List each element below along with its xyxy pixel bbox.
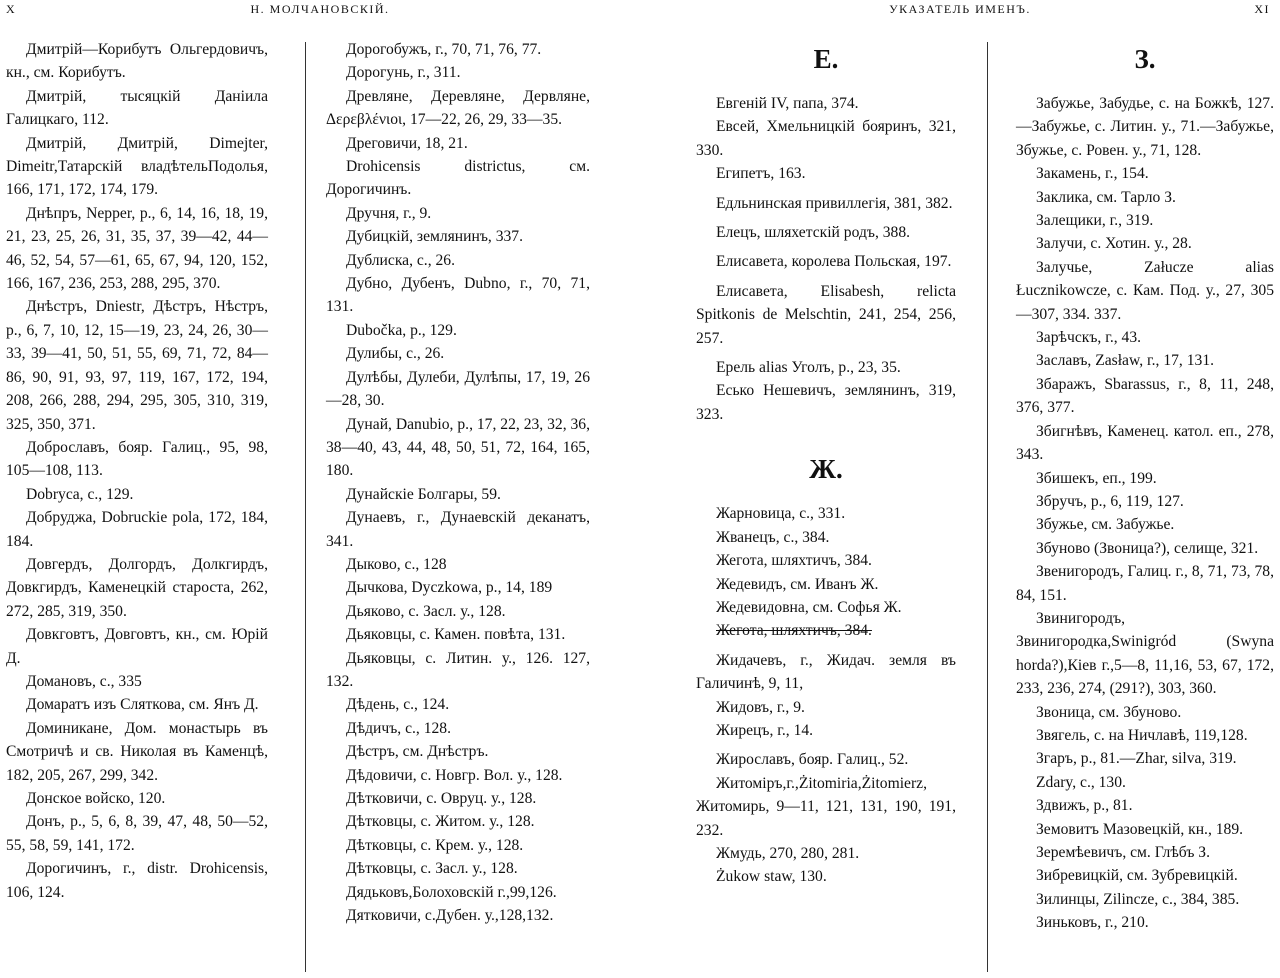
index-entry: Домаратъ изъ Сляткова, см. Янъ Д.: [26, 696, 259, 714]
index-entry: Дѣдень, с., 124.: [346, 696, 450, 714]
index-entry: Дѣстръ, см. Днѣстръ.: [346, 743, 489, 761]
index-entry: Земовитъ Мазовецкій, кн., 189.: [1036, 820, 1244, 838]
index-entry: Дунай, Danubio, р., 17, 22, 23, 32, 36, 38—40, 43, 44, 48, 50, 51, 72, 164, 165, 180.: [326, 415, 590, 480]
index-entry: Дмитрій, Дмитрій, Dimejter, Dimeitr,Татарскій владѣтельПодолья, 166, 171, 172, 174, 179.: [6, 134, 268, 199]
index-entry: Дядьковъ,Болоховскій г.,99,126.: [346, 883, 557, 901]
index-entry: Евсей, Хмельницкій бояринъ, 321, 330.: [696, 118, 956, 159]
index-entry: Дубицкій, землянинъ, 337.: [346, 228, 523, 246]
index-entry: Dobryca, с., 129.: [26, 485, 134, 503]
index-entry: Евгеній IV, папа, 374.: [716, 95, 859, 112]
index-entry: Збишекъ, еп., 199.: [1036, 469, 1157, 487]
index-entry: Дреговичи, 18, 21.: [346, 134, 468, 152]
index-entry: Збуново (Звоница?), селище, 321.: [1036, 539, 1259, 557]
index-entry: Збигнѣвъ, Каменец. катол. еп., 278, 343.: [1016, 422, 1274, 464]
index-entry: Дунайскіе Болгары, 59.: [346, 485, 501, 503]
index-entry: Днѣпръ, Nepper, р., 6, 14, 16, 18, 19, 21, 23, 25, 26, 31, 35, 37, 39—42, 44—46, 52, 54, 57—61, 65, 67, 94, 120, 152, 166, 167, 236, 253, 288, 295, 370.: [6, 204, 268, 293]
index-entry: Доминикане, Дом. монастырь въ Смотричѣ и св. Николая въ Каменцѣ, 182, 205, 267, 299, 342.: [6, 719, 268, 784]
index-column-4: [1016, 38, 1274, 935]
index-entry: Довгердъ, Долгордъ, Долкгирдъ, Довкгирдъ, Каменецкій староста, 262, 272, 285, 319, 350.: [6, 555, 268, 620]
index-entry: Дунаевъ, г., Дунаевскій деканатъ, 341.: [326, 509, 590, 550]
index-entry: Дѣтковичи, с. Овруц. у., 128.: [346, 790, 537, 807]
index-column-2: [326, 38, 590, 927]
index-entry: Елисавета, Elisabesh, relicta Spitkonis de Melschtin, 241, 254, 256, 257.: [696, 282, 956, 347]
index-entry: Залучье, Załucze alias Łucznikowcze, с. Кам. Под. у., 27, 305—307, 334. 337.: [1016, 258, 1274, 323]
index-entry-struck: Жегота, шляхтичъ, 384.: [716, 622, 872, 640]
index-entry: Жирославъ, бояр. Галиц., 52.: [716, 751, 909, 769]
index-entry: Дублиска, с., 26.: [346, 251, 455, 269]
index-entry: Житоміръ,г.,Żitomiria,Żitomierz, Житомирь, 9—11, 121, 131, 190, 191, 232.: [696, 774, 956, 839]
column-divider-right: [987, 42, 988, 972]
running-title-left: Н. МОЛЧАНОВСКІЙ.: [250, 2, 390, 16]
index-entry: Донское войско, 120.: [26, 790, 166, 807]
index-entry: Дѣдичъ, с., 128.: [346, 719, 451, 737]
index-entry: Довкговтъ, Довговтъ, кн., см. Юрій Д.: [6, 626, 268, 667]
index-entry: Zdary, с., 130.: [1036, 773, 1126, 791]
index-entry: Жидовъ, г., 9.: [716, 698, 805, 716]
column-divider-left: [305, 42, 306, 972]
index-entry: Жарновица, с., 331.: [716, 505, 846, 523]
index-entry: Дятковичи, с.Дубен. у.,128,132.: [346, 907, 554, 925]
index-entry: Дмитрій, тысяцкій Даніила Галицкаго, 112.: [6, 87, 268, 129]
index-entry: Заклика, см. Тарло З.: [1036, 188, 1176, 206]
index-entry: Днѣстръ, Dniestr, Дѣстръ, Нѣстръ, р., 6, 7, 10, 12, 15—19, 23, 24, 26, 30—33, 39—41, 50, 51, 55, 69, 71, 72, 84—86, 90, 91, 93, 97, 119, 167, 172, 194, 208, 266, 288, 294, 295, 305, 310, 319, 325, 350, 371.: [6, 298, 268, 433]
index-entry: Звоница, см. Збуново.: [1036, 703, 1182, 721]
index-entry: Дѣтковцы, с. Засл. у., 128.: [346, 860, 518, 878]
index-entry: Жедевидъ, см. Иванъ Ж.: [716, 575, 879, 593]
index-entry: Дмитрій—Корибутъ Ольгердовичъ, кн., см. Корибутъ.: [6, 41, 268, 82]
index-entry: Домановъ, с., 335: [26, 672, 142, 690]
index-entry: Дулибы, с., 26.: [346, 345, 445, 363]
index-entry: Звинигородъ, Звинигородка,Swinigród (Swyna horda?),Кiев г.,5—8, 11,16, 53, 67, 172, 233, 236, 274, (291?), 303, 360.: [1016, 609, 1274, 698]
index-entry: Збужье, см. Забужье.: [1036, 516, 1175, 534]
index-entry: Звенигородъ, Галиц. г., 8, 71, 73, 78, 84, 151.: [1016, 563, 1274, 604]
index-entry: Ерель alias Уголъ, р., 23, 35.: [716, 359, 901, 377]
index-entry: Збручъ, р., 6, 119, 127.: [1036, 492, 1184, 510]
index-entry: Звягель, с. на Ничлавѣ, 119,128.: [1036, 726, 1248, 744]
index-entry: Едльнинская привиллегія, 381, 382.: [716, 194, 953, 212]
page-number-left: X: [6, 2, 17, 16]
running-head-right: [640, 2, 1280, 20]
index-entry: Забужье, Забудье, с. на Божкѣ, 127.—Забужье, с. Литин. у., 71.—Забужье, Збужье, с. Ровен. у., 71, 128.: [1016, 95, 1274, 159]
index-entry: Здвижъ, р., 81.: [1036, 797, 1133, 815]
index-entry: Заславъ, Zasław, г., 17, 131.: [1036, 352, 1215, 370]
section-letter-zh: Ж.: [809, 454, 843, 485]
index-entry: Есько Нешевичъ, землянинъ, 319, 323.: [696, 382, 956, 423]
index-entry: Жванецъ, с., 384.: [716, 528, 830, 546]
index-entry: Древляне, Деревляне, Дервляне, Δερεβλένιοι, 17—22, 26, 29, 33—35.: [326, 87, 590, 129]
index-entry: Доброславъ, бояр. Галиц., 95, 98, 105—108, 113.: [6, 438, 268, 480]
index-entry: Жегота, шляхтичъ, 384.: [716, 552, 872, 570]
section-letter-z: З.: [1134, 44, 1156, 74]
index-entry: Жирецъ, г., 14.: [716, 721, 814, 739]
index-entry: Зеремѣевичъ, см. Глѣбъ З.: [1036, 844, 1211, 861]
index-entry: Дыково, с., 128: [346, 555, 447, 573]
index-entry: Збаражъ, Sbarassus, г., 8, 11, 248, 376, 377.: [1016, 375, 1274, 417]
index-entry: Дорогунь, г., 311.: [346, 64, 461, 82]
index-entry: Залещики, г., 319.: [1036, 212, 1154, 230]
index-entry: Дычкова, Dyczkowa, р., 14, 189: [346, 579, 553, 597]
index-entry: Dubočka, р., 129.: [346, 321, 457, 339]
index-entry: Дьяковцы, с. Камен. повѣта, 131.: [346, 626, 566, 644]
running-title-right: УКАЗАТЕЛЬ ИМЕНЪ.: [889, 2, 1031, 16]
index-entry: Зиньковъ, г., 210.: [1036, 914, 1149, 932]
index-entry: Дорогобужъ, г., 70, 71, 76, 77.: [346, 41, 542, 58]
running-head-left: [0, 2, 640, 20]
index-entry: Згаръ, р., 81.—Zhar, silva, 319.: [1036, 750, 1237, 768]
index-entry: Дьяково, с. Засл. у., 128.: [346, 602, 506, 620]
index-entry: Дорогичинъ, г., distr. Drohicensis, 106, 124.: [6, 860, 268, 901]
index-column-1: [6, 38, 268, 904]
index-entry: Зарѣчскъ, г., 43.: [1036, 329, 1142, 347]
index-entry: Дѣтковцы, с. Крем. у., 128.: [346, 836, 524, 854]
index-entry: Жедевидовна, см. Софья Ж.: [716, 598, 902, 616]
index-column-3: [696, 38, 956, 889]
index-entry: Зилинцы, Zilincze, с., 384, 385.: [1036, 890, 1240, 908]
index-entry: Дѣдовичи, с. Новгр. Вол. у., 128.: [346, 766, 563, 784]
right-page: [640, 0, 1280, 978]
index-entry: Дручня, г., 9.: [346, 204, 432, 222]
index-entry: Жидачевъ, г., Жидач. земля въ Галичинѣ, 9, 11,: [696, 651, 956, 693]
index-entry: Египетъ, 163.: [716, 165, 806, 183]
index-entry: Залучи, с. Хотин. у., 28.: [1036, 235, 1192, 253]
index-entry: Дѣтковцы, с. Житом. у., 128.: [346, 813, 535, 831]
index-entry: Елецъ, шляхетскій родъ, 388.: [716, 224, 911, 242]
index-entry: Жмудь, 270, 280, 281.: [716, 844, 860, 862]
index-entry: Żukow staw, 130.: [716, 868, 827, 886]
index-entry: Добруджа, Dobruckie pola, 172, 184, 184.: [6, 509, 268, 550]
index-entry: Зибревицкій, см. Зубревицкій.: [1036, 867, 1238, 885]
index-entry: Дулѣбы, Дулеби, Дулѣпы, 17, 19, 26—28, 30.: [326, 368, 590, 410]
index-entry: Закамень, г., 154.: [1036, 165, 1149, 183]
index-entry: Drohicensis districtus, см. Дорогичинъ.: [326, 158, 590, 199]
index-entry: Дьяковцы, с. Литин. у., 126. 127, 132.: [326, 649, 590, 690]
index-entry: Дубно, Дубенъ, Dubno, г., 70, 71, 131.: [326, 275, 590, 316]
index-entry: Донъ, р., 5, 6, 8, 39, 47, 48, 50—52, 55, 58, 59, 141, 172.: [6, 813, 268, 854]
section-letter-e: Е.: [813, 44, 839, 74]
index-entry: Елисавета, королева Польская, 197.: [716, 253, 952, 271]
page-number-right: XI: [1254, 2, 1270, 16]
